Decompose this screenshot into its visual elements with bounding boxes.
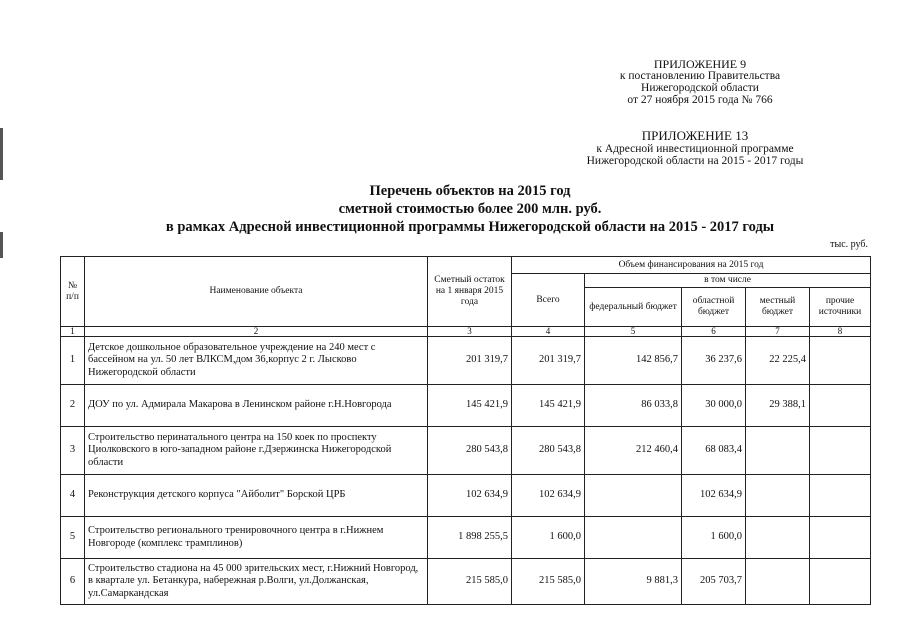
regional-cell: 68 083,4: [682, 427, 746, 475]
table-row: [61, 337, 871, 385]
balance-cell: 201 319,7: [428, 337, 512, 385]
page-edge-mark: [0, 232, 3, 258]
document-title: [110, 182, 830, 236]
federal-cell: [585, 517, 682, 559]
total-cell: 145 421,9: [512, 385, 585, 427]
header-num: № п/п: [61, 257, 85, 327]
header-balance: Сметный остаток на 1 января 2015 года: [428, 257, 512, 327]
column-index: 7: [746, 327, 810, 337]
table-row: [61, 427, 871, 475]
header-name: Наименование объекта: [85, 257, 428, 327]
local-cell: 22 225,4: [746, 337, 810, 385]
balance-cell: 215 585,0: [428, 559, 512, 605]
total-cell: 280 543,8: [512, 427, 585, 475]
annex-9-block: [560, 58, 840, 106]
federal-cell: 212 460,4: [585, 427, 682, 475]
header-including: в том числе: [585, 274, 871, 288]
total-cell: 102 634,9: [512, 475, 585, 517]
object-name: Строительство регионального тренировочного центра в г.Нижнем Новгороде (комплекс трамплинов): [85, 517, 428, 559]
unit-label: тыс. руб.: [830, 239, 868, 250]
other-cell: [810, 385, 871, 427]
header-regional: областной бюджет: [682, 288, 746, 327]
local-cell: [746, 559, 810, 605]
header-local: местный бюджет: [746, 288, 810, 327]
local-cell: 29 388,1: [746, 385, 810, 427]
objects-table: [60, 256, 871, 605]
annex-9-line: Нижегородской области: [641, 82, 759, 94]
annex-9-line: от 27 ноября 2015 года № 766: [627, 94, 773, 106]
annex-13-line: к Адресной инвестиционной программе: [596, 143, 794, 155]
other-cell: [810, 517, 871, 559]
federal-cell: 9 881,3: [585, 559, 682, 605]
total-cell: 1 600,0: [512, 517, 585, 559]
table-row: [61, 559, 871, 605]
other-cell: [810, 427, 871, 475]
column-index-row: [61, 327, 871, 337]
table-row: [61, 517, 871, 559]
regional-cell: 205 703,7: [682, 559, 746, 605]
other-cell: [810, 475, 871, 517]
annex-13-block: [555, 130, 835, 167]
row-number: 4: [61, 475, 85, 517]
federal-cell: 86 033,8: [585, 385, 682, 427]
column-index: 6: [682, 327, 746, 337]
page-edge-mark: [0, 128, 3, 180]
column-index: 4: [512, 327, 585, 337]
column-index: 5: [585, 327, 682, 337]
federal-cell: [585, 475, 682, 517]
object-name: Детское дошкольное образовательное учреждение на 240 мест с бассейном на ул. 50 лет ВЛКСМ,дом 36,корпус 2 г. Лысково Нижегородской области: [85, 337, 428, 385]
object-name: Строительство перинатального центра на 150 коек по проспекту Циолковского в юго-западном районе г.Дзержинска Нижегородской области: [85, 427, 428, 475]
balance-cell: 102 634,9: [428, 475, 512, 517]
row-number: 5: [61, 517, 85, 559]
annex-13-heading: ПРИЛОЖЕНИЕ 13: [641, 128, 749, 143]
local-cell: [746, 475, 810, 517]
annex-13-line: Нижегородской области на 2015 - 2017 годы: [586, 155, 804, 167]
column-index: 8: [810, 327, 871, 337]
regional-cell: 30 000,0: [682, 385, 746, 427]
local-cell: [746, 427, 810, 475]
regional-cell: 1 600,0: [682, 517, 746, 559]
header-financing: Объем финансирования на 2015 год: [512, 257, 871, 274]
regional-cell: 36 237,6: [682, 337, 746, 385]
balance-cell: 145 421,9: [428, 385, 512, 427]
column-index: 2: [85, 327, 428, 337]
table-row: [61, 475, 871, 517]
table-row: [61, 385, 871, 427]
federal-cell: 142 856,7: [585, 337, 682, 385]
object-name: ДОУ по ул. Адмирала Макарова в Ленинском районе г.Н.Новгорода: [85, 385, 428, 427]
local-cell: [746, 517, 810, 559]
title-line: сметной стоимостью более 200 млн. руб.: [338, 201, 602, 217]
row-number: 2: [61, 385, 85, 427]
object-name: Реконструкция детского корпуса "Айболит" Борской ЦРБ: [85, 475, 428, 517]
total-cell: 215 585,0: [512, 559, 585, 605]
regional-cell: 102 634,9: [682, 475, 746, 517]
balance-cell: 280 543,8: [428, 427, 512, 475]
header-total: Всего: [512, 274, 585, 327]
title-line: Перечень объектов на 2015 год: [369, 183, 571, 199]
row-number: 6: [61, 559, 85, 605]
total-cell: 201 319,7: [512, 337, 585, 385]
header-federal: федеральный бюджет: [585, 288, 682, 327]
other-cell: [810, 337, 871, 385]
balance-cell: 1 898 255,5: [428, 517, 512, 559]
title-line: в рамках Адресной инвестиционной программы Нижегородской области на 2015 - 2017 годы: [165, 219, 775, 235]
column-index: 3: [428, 327, 512, 337]
column-index: 1: [61, 327, 85, 337]
annex-9-heading: ПРИЛОЖЕНИЕ 9: [653, 57, 747, 71]
header-other: прочие источники: [810, 288, 871, 327]
annex-9-line: к постановлению Правительства: [619, 70, 781, 82]
other-cell: [810, 559, 871, 605]
object-name: Строительство стадиона на 45 000 зрительских мест, г.Нижний Новгород, в квартале ул. Бетанкура, набережная р.Волги, ул.Должанская, ул.Самаркандская: [85, 559, 428, 605]
row-number: 3: [61, 427, 85, 475]
row-number: 1: [61, 337, 85, 385]
